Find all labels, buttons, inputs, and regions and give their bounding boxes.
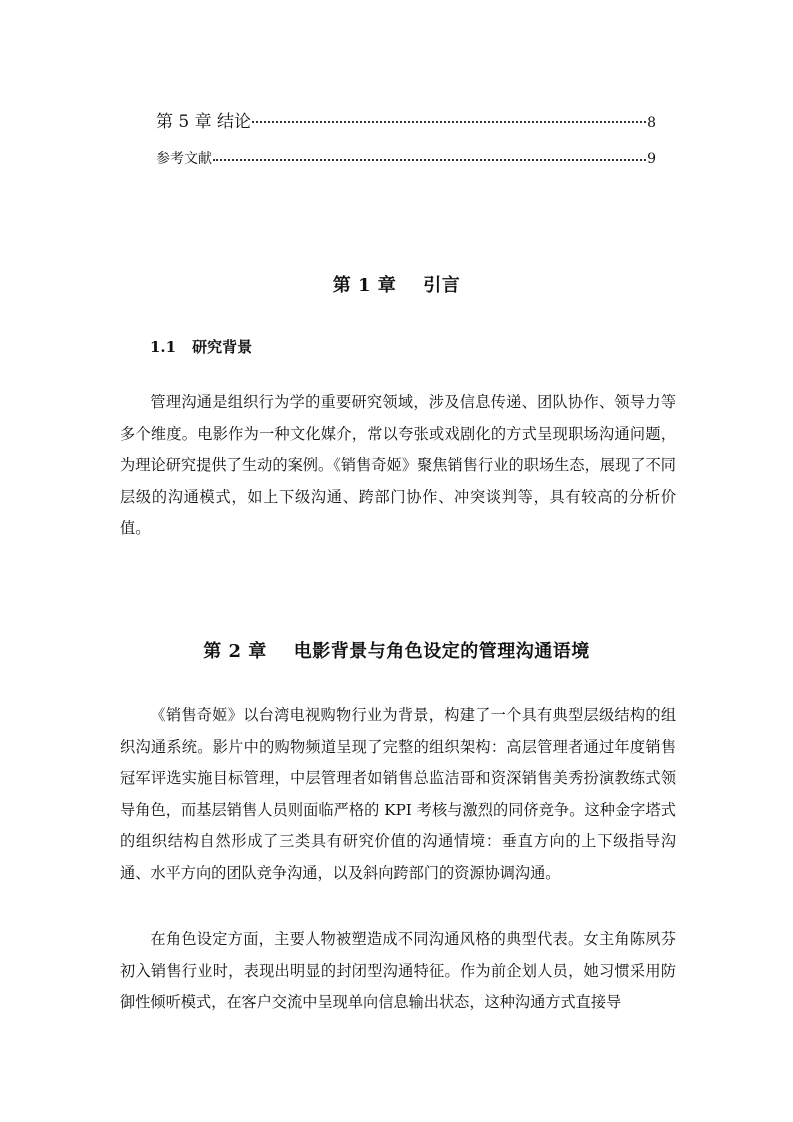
section-number: 1.1 [150, 338, 177, 356]
toc-leader-dots [252, 121, 646, 123]
toc-entry[interactable] [156, 148, 656, 168]
chapter-1-title: 第 1 章 引言 [332, 275, 461, 296]
toc-entry[interactable] [156, 107, 656, 132]
toc-entry-label: 参考文献 [156, 151, 212, 167]
toc-entry-label: 第 5 章 结论 [156, 112, 252, 132]
toc-entry-page: 8 [647, 115, 656, 131]
toc-entry-page: 9 [647, 151, 656, 167]
section-1-1-heading [150, 336, 252, 357]
toc-leader-dots [213, 159, 646, 161]
paragraph: 管理沟通是组织行为学的重要研究领域，涉及信息传递、团队协作、领导力等多个维度。电影作为一种文化媒介，常以夸张或戏剧化的方式呈现职场沟通问题，为理论研究提供了生动的案例。《销售奇姬》聚焦销售行业的职场生态，展现了不同层级的沟通模式，如上下级沟通、跨部门协作、冲突谈判等，具有较高的分析价值。 [120, 393, 676, 537]
chapter-2-title: 第 2 章 电影背景与角色设定的管理沟通语境 [203, 641, 590, 662]
section-title: 研究背景 [192, 338, 253, 356]
paragraph: 《销售奇姬》以台湾电视购物行业为背景，构建了一个具有典型层级结构的组织沟通系统。影片中的购物频道呈现了完整的组织架构：高层管理者通过年度销售冠军评选实施目标管理，中层管理者如销售总监洁哥和资深销售美秀扮演教练式领导角色，而基层销售人员则面临严格的 KPI 考核与激烈的同侪竞争。这种金字塔式的组织结构自然形成了三类具有研究价值的沟通情境：垂直方向的上下级指导沟通、水平方向的团队竞争沟通，以及斜向跨部门的资源协调沟通。 [120, 706, 676, 882]
paragraph: 在角色设定方面，主要人物被塑造成不同沟通风格的典型代表。女主角陈夙芬初入销售行业时，表现出明显的封闭型沟通特征。作为前企划人员，她习惯采用防御性倾听模式，在客户交流中呈现单向信息输出状态，这种沟通方式直接导 [120, 930, 676, 1011]
